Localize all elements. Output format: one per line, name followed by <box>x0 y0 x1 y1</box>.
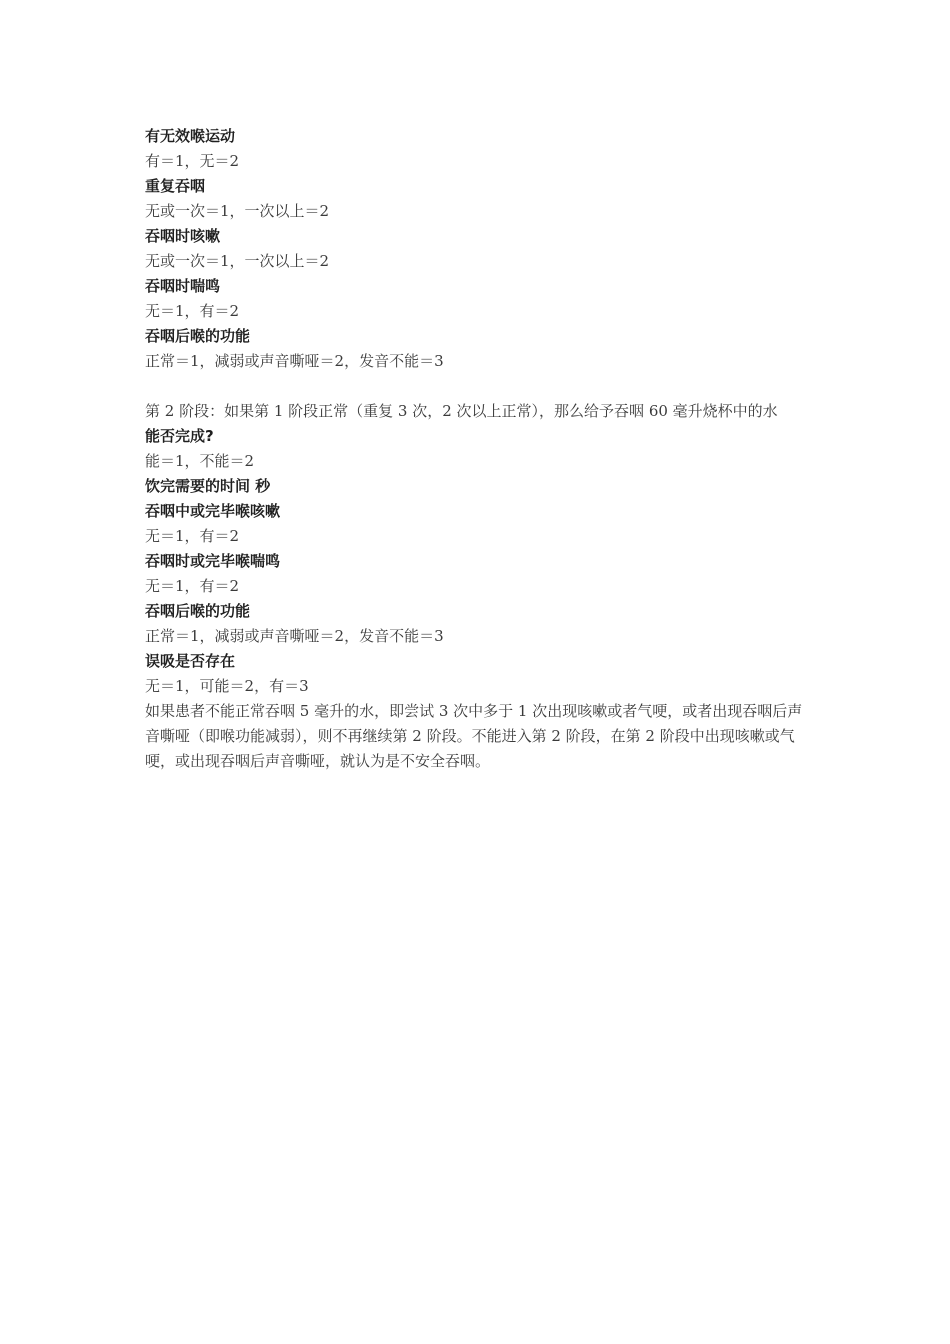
stage2-intro: 第 2 阶段：如果第 1 阶段正常（重复 3 次，2 次以上正常），那么给予吞咽 60 毫升烧杯中的水 <box>145 402 778 420</box>
item-label: 有无效喉运动 <box>145 127 236 145</box>
item-label: 吞咽后喉的功能 <box>145 327 251 345</box>
item-value: 无＝1，有＝2 <box>145 302 240 320</box>
paragraph-gap <box>145 374 810 399</box>
item-label: 吞咽时喘鸣 <box>145 277 221 295</box>
q4-value: 正常＝1，减弱或声音嘶哑＝2，发音不能＝3 <box>145 627 444 645</box>
q4-label: 吞咽后喉的功能 <box>145 602 251 620</box>
item-label: 吞咽时咳嗽 <box>145 227 221 245</box>
q1-label: 能否完成? <box>145 427 214 445</box>
q5-value: 无＝1，可能＝2，有＝3 <box>145 677 309 695</box>
item-value: 无或一次＝1，一次以上＝2 <box>145 202 330 220</box>
time-label: 饮完需要的时间 秒 <box>145 477 271 495</box>
document-body <box>145 124 810 774</box>
item-value: 正常＝1，减弱或声音嘶哑＝2，发音不能＝3 <box>145 352 444 370</box>
q3-label: 吞咽时或完毕喉喘鸣 <box>145 552 281 570</box>
q1-value: 能＝1，不能＝2 <box>145 452 255 470</box>
item-value: 有＝1，无＝2 <box>145 152 240 170</box>
q3-value: 无＝1，有＝2 <box>145 577 240 595</box>
safety-note: 如果患者不能正常吞咽 5 毫升的水，即尝试 3 次中多于 1 次出现咳嗽或者气哽，或者出现吞咽后声音嘶哑（即喉功能减弱），则不再继续第 2 阶段。不能进入第 2 阶段，在第 2 阶段中出现咳嗽或气哽，或出现吞咽后声音嘶哑，就认为是不安全吞咽。 <box>145 702 803 770</box>
item-value: 无或一次＝1，一次以上＝2 <box>145 252 330 270</box>
q2-label: 吞咽中或完毕喉咳嗽 <box>145 502 281 520</box>
q5-label: 误吸是否存在 <box>145 652 236 670</box>
q2-value: 无＝1，有＝2 <box>145 527 240 545</box>
item-label: 重复吞咽 <box>145 177 206 195</box>
